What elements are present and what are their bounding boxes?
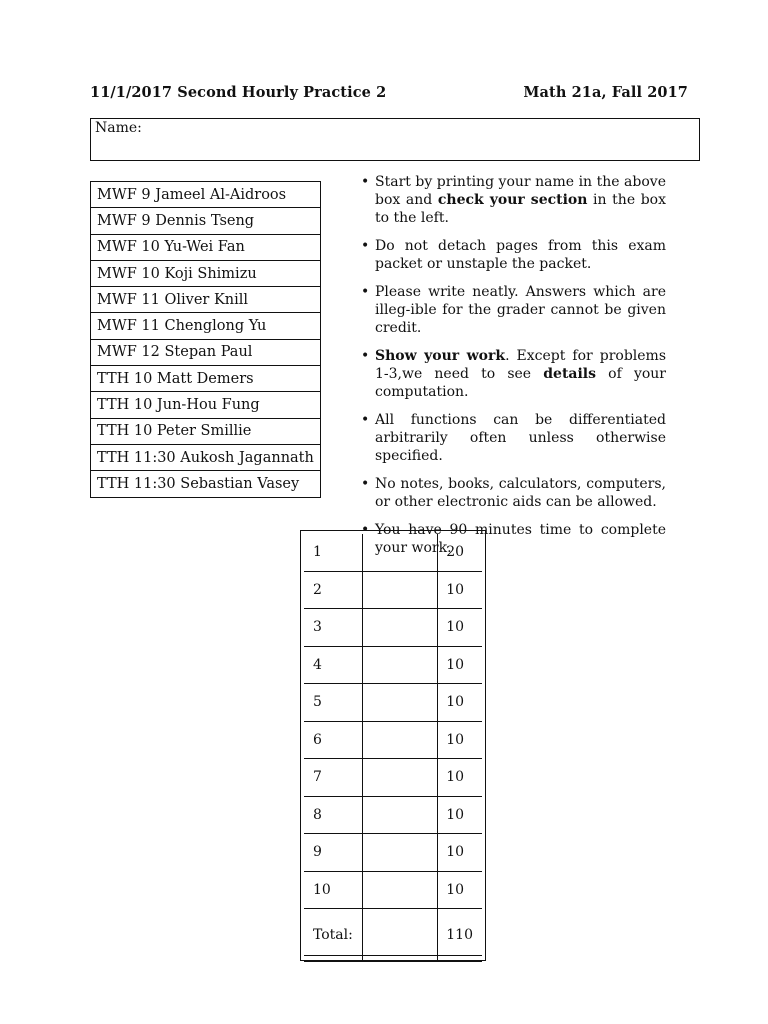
problem-number: 1 <box>304 534 362 571</box>
section-option[interactable]: TTH 10 Matt Demers <box>91 366 321 392</box>
problem-points: 10 <box>438 571 482 609</box>
problem-number: 8 <box>304 796 362 834</box>
score-row <box>304 759 482 797</box>
score-row <box>304 646 482 684</box>
section-option[interactable]: MWF 11 Oliver Knill <box>91 287 321 313</box>
section-row <box>91 366 321 392</box>
instruction-item <box>358 173 666 227</box>
total-label: Total: <box>304 909 362 962</box>
section-row <box>91 208 321 234</box>
score-entry-cell[interactable] <box>362 796 437 834</box>
section-option[interactable]: TTH 10 Peter Smillie <box>91 418 321 444</box>
total-points: 110 <box>438 909 482 962</box>
problem-number: 7 <box>304 759 362 797</box>
section-row <box>91 234 321 260</box>
score-row <box>304 684 482 722</box>
section-option[interactable]: MWF 12 Stepan Paul <box>91 339 321 365</box>
problem-points: 10 <box>438 796 482 834</box>
score-entry-cell[interactable] <box>362 834 437 872</box>
score-table <box>300 530 486 961</box>
score-row <box>304 871 482 909</box>
section-row <box>91 418 321 444</box>
instruction-text: . Except for problems 1-3,we need to see <box>375 348 667 382</box>
section-row <box>91 260 321 286</box>
section-option[interactable]: MWF 10 Yu-Wei Fan <box>91 234 321 260</box>
instruction-text: Start by printing your name in the above box and <box>375 174 666 208</box>
score-entry-cell[interactable] <box>362 534 437 571</box>
instruction-text: Please write neatly. Answers which are illeg-ible for the grader cannot be given credit. <box>375 284 666 336</box>
section-option[interactable]: TTH 11:30 Sebastian Vasey <box>91 471 321 497</box>
score-entry-cell[interactable] <box>362 871 437 909</box>
problem-number: 3 <box>304 609 362 647</box>
score-entry-cell[interactable] <box>362 571 437 609</box>
score-row <box>304 796 482 834</box>
problem-number: 9 <box>304 834 362 872</box>
section-row <box>91 287 321 313</box>
problem-points: 10 <box>438 759 482 797</box>
section-option[interactable]: MWF 10 Koji Shimizu <box>91 260 321 286</box>
problem-number: 2 <box>304 571 362 609</box>
problem-points: 10 <box>438 834 482 872</box>
section-row <box>91 392 321 418</box>
section-option[interactable]: TTH 10 Jun-Hou Fung <box>91 392 321 418</box>
score-row <box>304 609 482 647</box>
instruction-emphasis: Show your work <box>375 348 506 364</box>
score-row <box>304 834 482 872</box>
problem-number: 10 <box>304 871 362 909</box>
name-label: Name: <box>95 120 142 136</box>
instruction-item <box>358 237 666 273</box>
instruction-item <box>358 411 666 465</box>
instructions-list <box>358 173 666 567</box>
instruction-emphasis: check your section <box>437 192 588 208</box>
instruction-emphasis: details <box>543 366 597 382</box>
section-row <box>91 444 321 470</box>
score-row <box>304 534 482 571</box>
problem-points: 20 <box>438 534 482 571</box>
score-entry-cell[interactable] <box>362 759 437 797</box>
instruction-item <box>358 347 666 401</box>
instruction-text: No notes, books, calculators, computers, or other electronic aids can be allowed. <box>375 476 666 510</box>
instruction-text: of your computation. <box>375 366 666 400</box>
section-row <box>91 313 321 339</box>
instruction-item <box>358 475 666 511</box>
section-row <box>91 182 321 208</box>
score-table-bottom-rule <box>304 955 482 956</box>
score-entry-cell[interactable] <box>362 609 437 647</box>
instruction-text: All functions can be differentiated arbitrarily often unless otherwise specified. <box>375 412 666 464</box>
problem-points: 10 <box>438 609 482 647</box>
score-entry-cell[interactable] <box>362 646 437 684</box>
section-option[interactable]: MWF 11 Chenglong Yu <box>91 313 321 339</box>
score-entry-cell[interactable] <box>362 721 437 759</box>
problem-number: 6 <box>304 721 362 759</box>
problem-number: 5 <box>304 684 362 722</box>
problem-points: 10 <box>438 646 482 684</box>
score-entry-cell[interactable] <box>362 684 437 722</box>
instruction-text: You have 90 minutes time to complete your work. <box>375 522 666 556</box>
score-entry-cell[interactable] <box>362 909 437 962</box>
problem-points: 10 <box>438 721 482 759</box>
exam-title: 11/1/2017 Second Hourly Practice 2 <box>90 84 387 101</box>
section-option[interactable]: MWF 9 Jameel Al-Aidroos <box>91 182 321 208</box>
problem-points: 10 <box>438 684 482 722</box>
section-option[interactable]: TTH 11:30 Aukosh Jagannath <box>91 444 321 470</box>
course-title: Math 21a, Fall 2017 <box>523 84 688 101</box>
instruction-item <box>358 283 666 337</box>
section-list <box>90 181 321 498</box>
section-row <box>91 471 321 497</box>
instruction-text: Do not detach pages from this exam packet or unstaple the packet. <box>375 238 666 272</box>
score-row <box>304 721 482 759</box>
section-option[interactable]: MWF 9 Dennis Tseng <box>91 208 321 234</box>
score-row <box>304 571 482 609</box>
problem-points: 10 <box>438 871 482 909</box>
name-field[interactable] <box>90 118 700 161</box>
section-row <box>91 339 321 365</box>
problem-number: 4 <box>304 646 362 684</box>
instruction-text: in the box to the left. <box>375 192 667 226</box>
score-total-row <box>304 909 482 962</box>
